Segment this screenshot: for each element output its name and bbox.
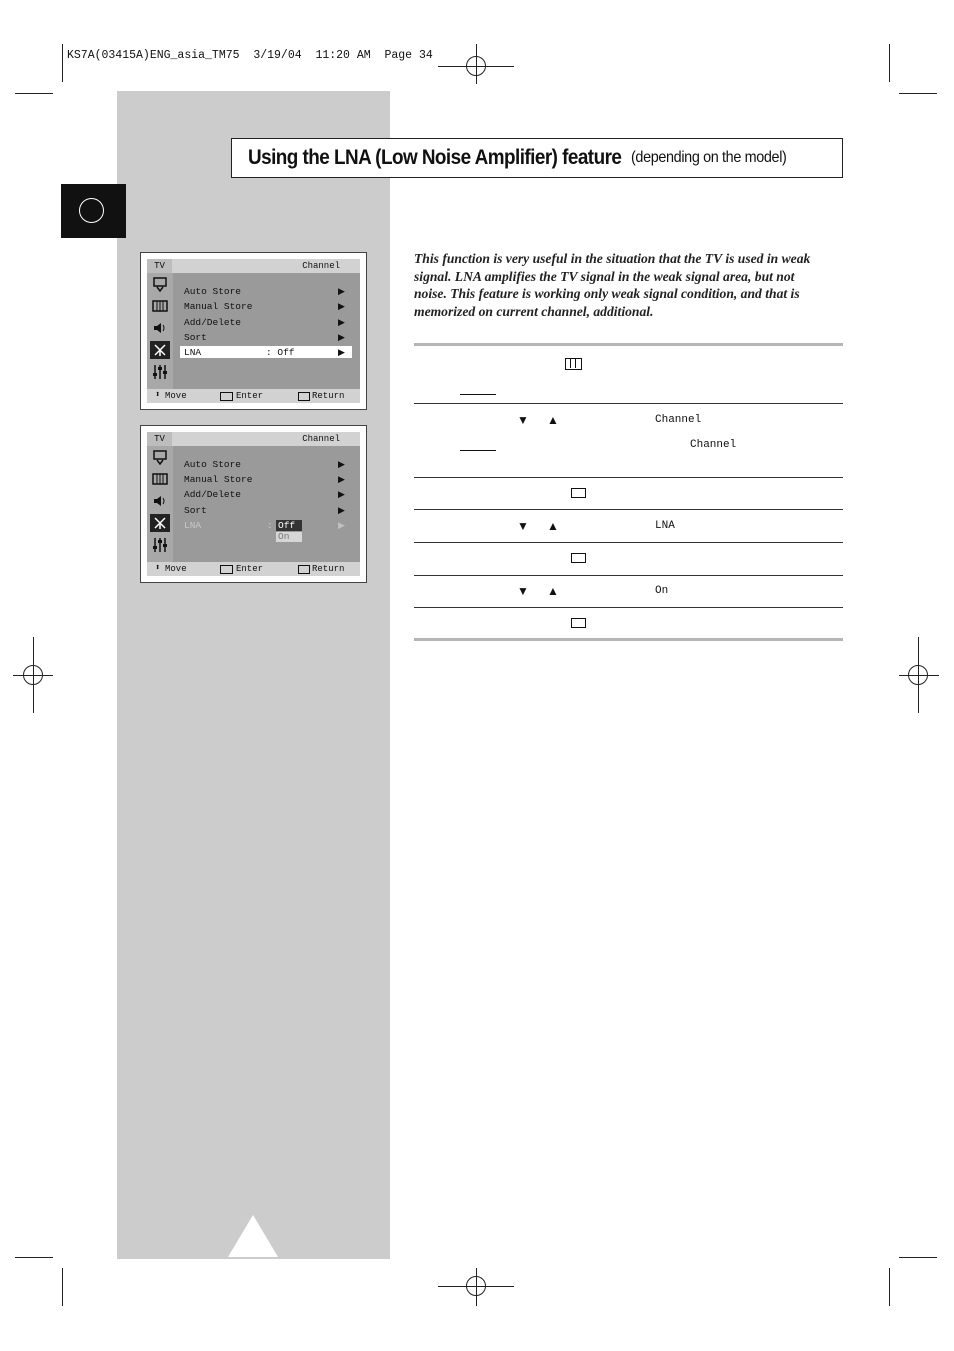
up-arrow-icon: ▲	[547, 519, 559, 533]
note-underline	[460, 394, 496, 395]
submenu-arrow-icon: ▶	[338, 520, 345, 530]
page-title-box	[231, 138, 843, 178]
up-arrow-icon: ▲	[547, 413, 559, 427]
footer-return: Return	[312, 564, 345, 574]
footer-move: Move	[165, 391, 187, 401]
option-on[interactable]: On	[276, 532, 302, 542]
menu-item-lna[interactable]: LNA	[184, 520, 202, 531]
page-subtitle: (depending on the model)	[630, 149, 787, 166]
menu-item-add-delete[interactable]: Add/Delete	[184, 317, 242, 328]
picture-icon	[150, 448, 170, 466]
submenu-arrow-icon: ▶	[338, 317, 345, 327]
step2-channel-note: Channel	[690, 439, 737, 451]
submenu-arrow-icon: ▶	[338, 332, 345, 342]
step6-on: On	[655, 585, 669, 597]
enter-icon	[571, 618, 586, 628]
channel-list-icon	[150, 470, 170, 488]
enter-icon	[571, 553, 586, 563]
osd-source: TV	[147, 432, 172, 446]
step-divider	[414, 509, 843, 510]
submenu-arrow-icon: ▶	[338, 505, 345, 515]
page-tab-triangle	[228, 1215, 278, 1257]
channel-list-icon	[150, 297, 170, 315]
setup-sliders-icon	[150, 363, 170, 381]
menu-item-manual-store[interactable]: Manual Store	[184, 301, 253, 312]
steps-top-rule	[414, 343, 843, 346]
move-arrows-icon: ⬍	[155, 390, 161, 400]
print-slug: KS7A(03415A)ENG_asia_TM75 3/19/04 11:20 AM Page 34	[67, 49, 433, 62]
antenna-icon	[150, 514, 170, 532]
menu-icon	[298, 565, 310, 574]
submenu-arrow-icon: ▶	[338, 489, 345, 499]
menu-icon	[298, 392, 310, 401]
step-divider	[414, 607, 843, 608]
crop-mark	[899, 93, 937, 94]
osd-screen-1	[140, 252, 367, 410]
crop-mark	[899, 1257, 937, 1258]
steps-bottom-rule	[414, 638, 843, 641]
enter-icon	[571, 488, 586, 498]
move-arrows-icon: ⬍	[155, 563, 161, 573]
menu-item-sort[interactable]: Sort	[184, 332, 207, 343]
setup-sliders-icon	[150, 536, 170, 554]
menu-item-sort[interactable]: Sort	[184, 505, 207, 516]
page-title: Using the LNA (Low Noise Amplifier) feature	[248, 146, 622, 169]
step-divider	[414, 477, 843, 478]
crop-mark	[15, 1257, 53, 1258]
step-divider	[414, 403, 843, 404]
crop-mark	[15, 93, 53, 94]
down-arrow-icon: ▼	[517, 519, 529, 533]
submenu-arrow-icon: ▶	[338, 459, 345, 469]
osd-source: TV	[147, 259, 172, 273]
enter-icon	[220, 565, 233, 574]
registration-line	[476, 1268, 477, 1306]
menu-item-auto-store[interactable]: Auto Store	[184, 286, 242, 297]
osd-screen-2	[140, 425, 367, 583]
down-arrow-icon: ▼	[517, 584, 529, 598]
step2-channel: Channel	[655, 414, 702, 426]
submenu-arrow-icon: ▶	[338, 474, 345, 484]
osd-menu-title: Channel	[302, 434, 340, 444]
submenu-arrow-icon: ▶	[338, 286, 345, 296]
crop-mark	[889, 1268, 890, 1306]
up-arrow-icon: ▲	[547, 584, 559, 598]
menu-item-auto-store[interactable]: Auto Store	[184, 459, 242, 470]
footer-enter: Enter	[236, 564, 264, 574]
crop-mark	[62, 44, 63, 82]
antenna-icon	[150, 341, 170, 359]
submenu-arrow-icon: ▶	[338, 347, 345, 357]
note-underline	[460, 450, 496, 451]
menu-item-manual-store[interactable]: Manual Store	[184, 474, 253, 485]
menu-icon	[565, 358, 582, 370]
osd-menu-title: Channel	[302, 261, 340, 271]
down-arrow-icon: ▼	[517, 413, 529, 427]
registration-line	[918, 637, 919, 713]
registration-line	[899, 675, 939, 676]
lna-value: : Off	[266, 347, 295, 358]
crop-mark	[889, 44, 890, 82]
submenu-arrow-icon: ▶	[338, 301, 345, 311]
crop-mark	[62, 1268, 63, 1306]
option-off[interactable]: Off	[276, 520, 302, 531]
step-divider	[414, 542, 843, 543]
intro-paragraph: This function is very useful in the situation that the TV is used in weak signal. LNA amplifies the TV signal in the weak signal area, but not noise. This feature is working only weak signal condition, and that is memorized on current channel, additional.	[414, 251, 811, 319]
menu-item-lna[interactable]: LNA	[184, 347, 202, 358]
footer-return: Return	[312, 391, 345, 401]
menu-item-add-delete[interactable]: Add/Delete	[184, 489, 242, 500]
registration-line	[33, 637, 34, 713]
enter-icon	[220, 392, 233, 401]
picture-icon	[150, 275, 170, 293]
tab-circle-icon	[79, 198, 104, 223]
sound-icon	[150, 492, 170, 510]
registration-line	[476, 44, 477, 84]
sound-icon	[150, 319, 170, 337]
footer-enter: Enter	[236, 391, 264, 401]
footer-move: Move	[165, 564, 187, 574]
step4-lna: LNA	[655, 520, 675, 532]
step-divider	[414, 575, 843, 576]
lna-colon: :	[267, 520, 273, 531]
